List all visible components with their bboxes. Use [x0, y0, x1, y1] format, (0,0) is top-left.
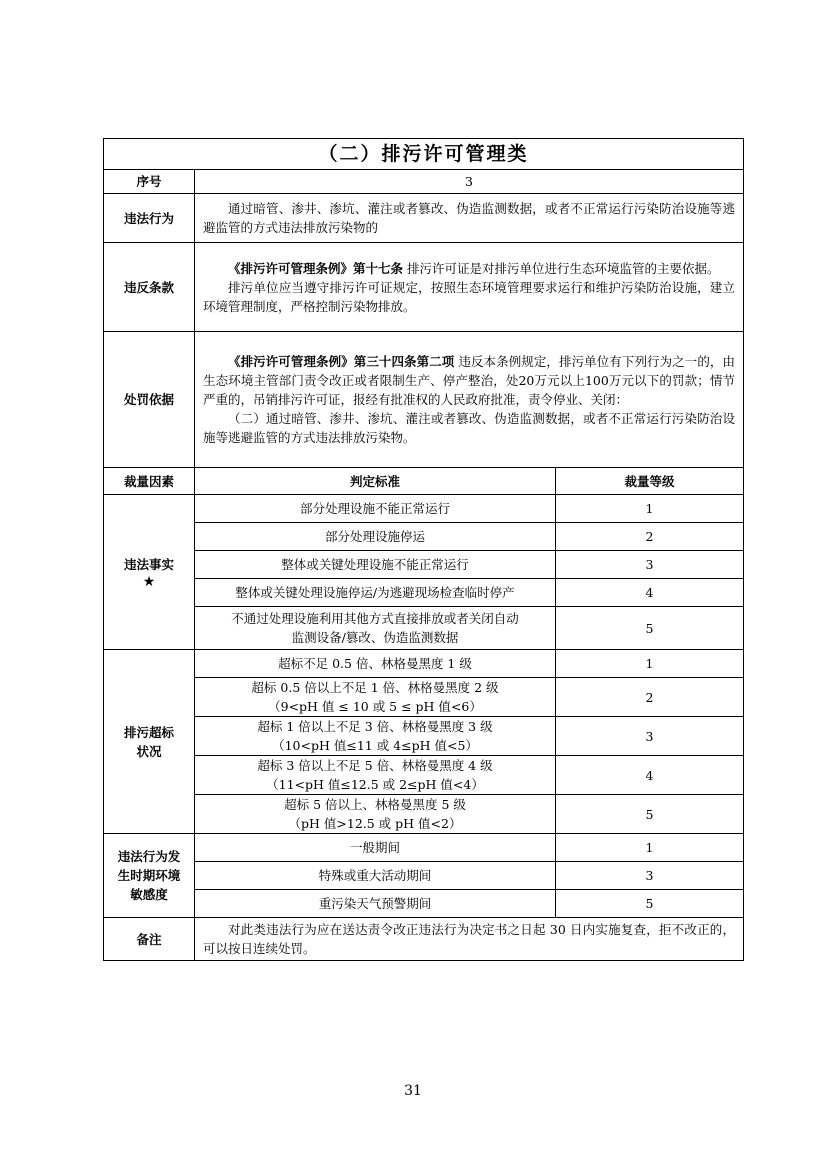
- serial-label: 序号: [104, 170, 195, 194]
- criterion-line-2: （10<pH 值≤11 或 4≤pH 值<5）: [272, 738, 478, 753]
- criterion-cell: 整体或关键处理设施停运/为逃避现场检查临时停产: [195, 579, 556, 607]
- criterion-cell: 重污染天气预警期间: [195, 890, 556, 918]
- level-cell: 3: [556, 862, 744, 890]
- remarks-text: 对此类违法行为应在送达责令改正违法行为决定书之日起 30 日内实施复查，拒不改正的，可以按日连续处罚。: [203, 922, 735, 956]
- remarks-label: 备注: [104, 918, 195, 961]
- exceed-label-cell: [104, 650, 195, 834]
- factor-header: 裁量因素: [104, 468, 195, 495]
- criterion-line-2: （11<pH 值≤12.5 或 2≤pH 值<4）: [266, 777, 484, 792]
- level-cell: 1: [556, 650, 744, 678]
- criterion-cell: 一般期间: [195, 834, 556, 862]
- table-row: [104, 890, 744, 918]
- clause-row: [104, 243, 744, 332]
- sensitivity-label-line-3: 敏感度: [130, 887, 168, 902]
- criterion-cell: 特殊或重大活动期间: [195, 862, 556, 890]
- discretion-table: [103, 138, 744, 961]
- violation-row: [104, 194, 744, 243]
- violation-label: 违法行为: [104, 194, 195, 243]
- table-row: [104, 579, 744, 607]
- basis-paragraph-1: [203, 352, 735, 409]
- criterion-line-2: 监测设备/篡改、伪造监测数据: [291, 630, 459, 645]
- discretion-header-row: [104, 468, 744, 495]
- criterion-cell: 部分处理设施不能正常运行: [195, 495, 556, 523]
- level-cell: 4: [556, 756, 744, 795]
- criterion-cell: [195, 678, 556, 717]
- table-row: [104, 834, 744, 862]
- table-row: [104, 650, 744, 678]
- level-cell: 4: [556, 579, 744, 607]
- criterion-cell: [195, 717, 556, 756]
- criterion-cell: [195, 795, 556, 834]
- table-row: [104, 607, 744, 650]
- table-row: [104, 551, 744, 579]
- criterion-line-2: （9<pH 值 ≤ 10 或 5 ≤ pH 值<6）: [268, 699, 482, 714]
- clause-ref: 《排污许可管理条例》第十七条: [228, 260, 404, 276]
- level-cell: 5: [556, 890, 744, 918]
- clause-paragraph-1: [203, 259, 735, 278]
- criterion-cell: 整体或关键处理设施不能正常运行: [195, 551, 556, 579]
- basis-row: [104, 332, 744, 468]
- level-cell: 3: [556, 551, 744, 579]
- criterion-line-1: 超标 0.5 倍以上不足 1 倍、林格曼黑度 2 级: [251, 680, 499, 695]
- table-row: [104, 678, 744, 717]
- level-header: 裁量等级: [556, 468, 744, 495]
- criterion-line-1: 超标 1 倍以上不足 3 倍、林格曼黑度 3 级: [257, 719, 493, 734]
- table-row: [104, 862, 744, 890]
- clause-cell: [195, 243, 744, 332]
- level-cell: 2: [556, 678, 744, 717]
- star-icon: ★: [142, 573, 156, 590]
- level-cell: 1: [556, 495, 744, 523]
- table-row: [104, 495, 744, 523]
- level-cell: 3: [556, 717, 744, 756]
- facts-label: 违法事实: [123, 556, 174, 572]
- table-row: [104, 795, 744, 834]
- table-row: [104, 756, 744, 795]
- criterion-cell: 部分处理设施停运: [195, 523, 556, 551]
- criterion-line-1: 不通过处理设施利用其他方式直接排放或者关闭自动: [231, 611, 519, 626]
- basis-cell: [195, 332, 744, 468]
- table-row: [104, 717, 744, 756]
- level-cell: 5: [556, 607, 744, 650]
- basis-text-1: 违反本条例规定，排污单位有下列行为之一的，由生态环境主管部门责令改正或者限制生产、停产整治，处20万元以上100万元以下的罚款；情节严重的，吊销排污许可证，报经有批准权的人民政府批准，责令停业、关闭：: [203, 354, 735, 407]
- title-row: [104, 139, 744, 170]
- remarks-cell: [195, 918, 744, 961]
- exceed-label-line-2: 状况: [136, 743, 162, 759]
- criterion-cell: 超标不足 0.5 倍、林格曼黑度 1 级: [195, 650, 556, 678]
- violation-text: 通过暗管、渗井、渗坑、灌注或者篡改、伪造监测数据，或者不正常运行污染防治设施等逃避监管的方式违法排放污染物的: [203, 201, 735, 235]
- serial-value: 3: [195, 170, 744, 194]
- criterion-header: 判定标准: [195, 468, 556, 495]
- basis-ref: 《排污许可管理条例》第三十四条第二项: [228, 354, 455, 369]
- serial-row: [104, 170, 744, 194]
- table-title: （二）排污许可管理类: [104, 139, 744, 170]
- clause-text-2: 排污单位应当遵守排污许可证规定，按照生态环境管理要求运行和维护污染防治设施，建立环境管理制度，严格控制污染物排放。: [203, 279, 735, 314]
- facts-label-cell: [104, 495, 195, 650]
- remarks-row: [104, 918, 744, 961]
- level-cell: 1: [556, 834, 744, 862]
- table-row: [104, 523, 744, 551]
- sensitivity-label-cell: [104, 834, 195, 918]
- level-cell: 2: [556, 523, 744, 551]
- clause-text-1: 排污许可证是对排污单位进行生态环境监管的主要依据。: [403, 260, 720, 276]
- criterion-cell: [195, 756, 556, 795]
- page-number: 31: [404, 1083, 422, 1099]
- basis-label: 处罚依据: [104, 332, 195, 468]
- clause-label: 违反条款: [104, 243, 195, 332]
- criterion-line-1: 超标 3 倍以上不足 5 倍、林格曼黑度 4 级: [257, 758, 493, 773]
- sensitivity-label-line-2: 生时期环境: [117, 868, 181, 883]
- criterion-cell: [195, 607, 556, 650]
- sensitivity-label-line-1: 违法行为发: [117, 849, 181, 864]
- basis-text-2: （二）通过暗管、渗井、渗坑、灌注或者篡改、伪造监测数据，或者不正常运行污染防治设施等逃避监管的方式违法排放污染物。: [203, 411, 735, 445]
- exceed-label-line-1: 排污超标: [123, 724, 174, 740]
- violation-cell: [195, 194, 744, 243]
- criterion-line-1: 超标 5 倍以上、林格曼黑度 5 级: [284, 797, 466, 812]
- criterion-line-2: （pH 值>12.5 或 pH 值<2）: [288, 816, 462, 831]
- level-cell: 5: [556, 795, 744, 834]
